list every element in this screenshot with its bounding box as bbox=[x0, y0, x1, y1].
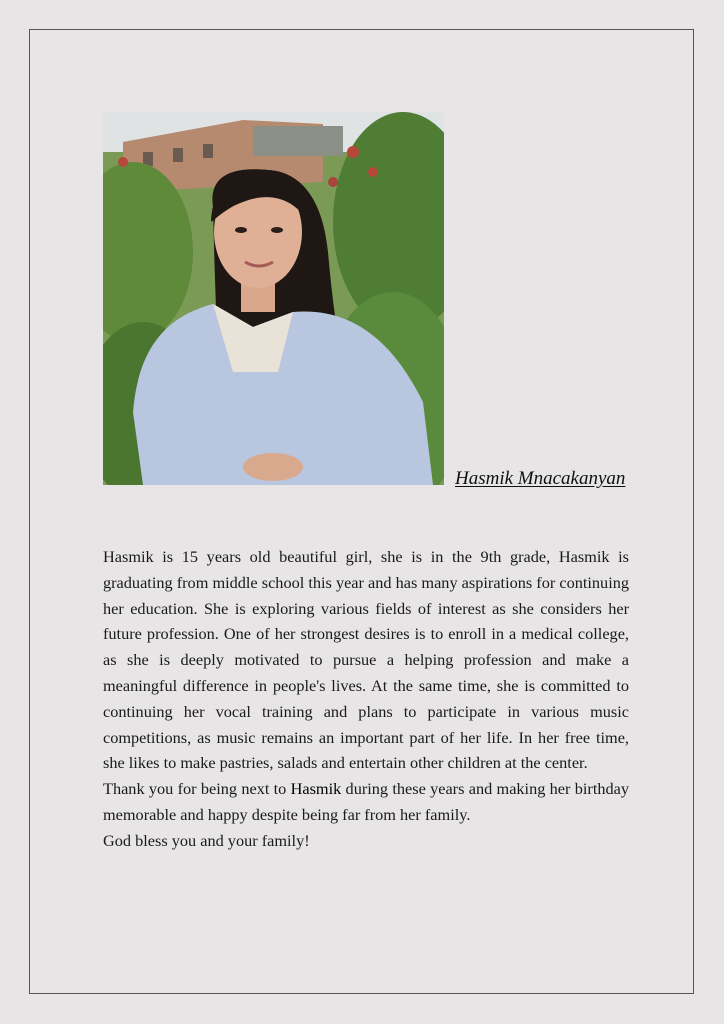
thanks-suffix: during these years and making her birthday memorable and happy despite being far from her family. bbox=[103, 779, 629, 824]
person-name: Hasmik Mnacakanyan bbox=[455, 468, 626, 489]
bio-text bbox=[103, 544, 629, 854]
thanks-prefix: Thank you for being next to bbox=[103, 779, 291, 799]
portrait-photo bbox=[103, 112, 444, 485]
bio-paragraph: Hasmik is 15 years old beautiful girl, she is in the 9th grade, Hasmik is graduating from middle school this year and has many aspirations for continuing her education. She is exploring various fields of interest as she considers her future profession. One of her strongest desires is to enroll in a medical college, as she is deeply motivated to pursue a helping profession and make a meaningful difference in people's lives. At the same time, she is committed to continuing her vocal training and plans to participate in various music competitions, as music remains an important part of her life. In her free time, she likes to make pastries, salads and entertain other children at the center. bbox=[103, 547, 629, 773]
thanks-paragraph bbox=[103, 776, 629, 828]
thanks-name: Hasmik bbox=[290, 779, 342, 799]
blessing-line: God bless you and your family! bbox=[103, 830, 310, 850]
